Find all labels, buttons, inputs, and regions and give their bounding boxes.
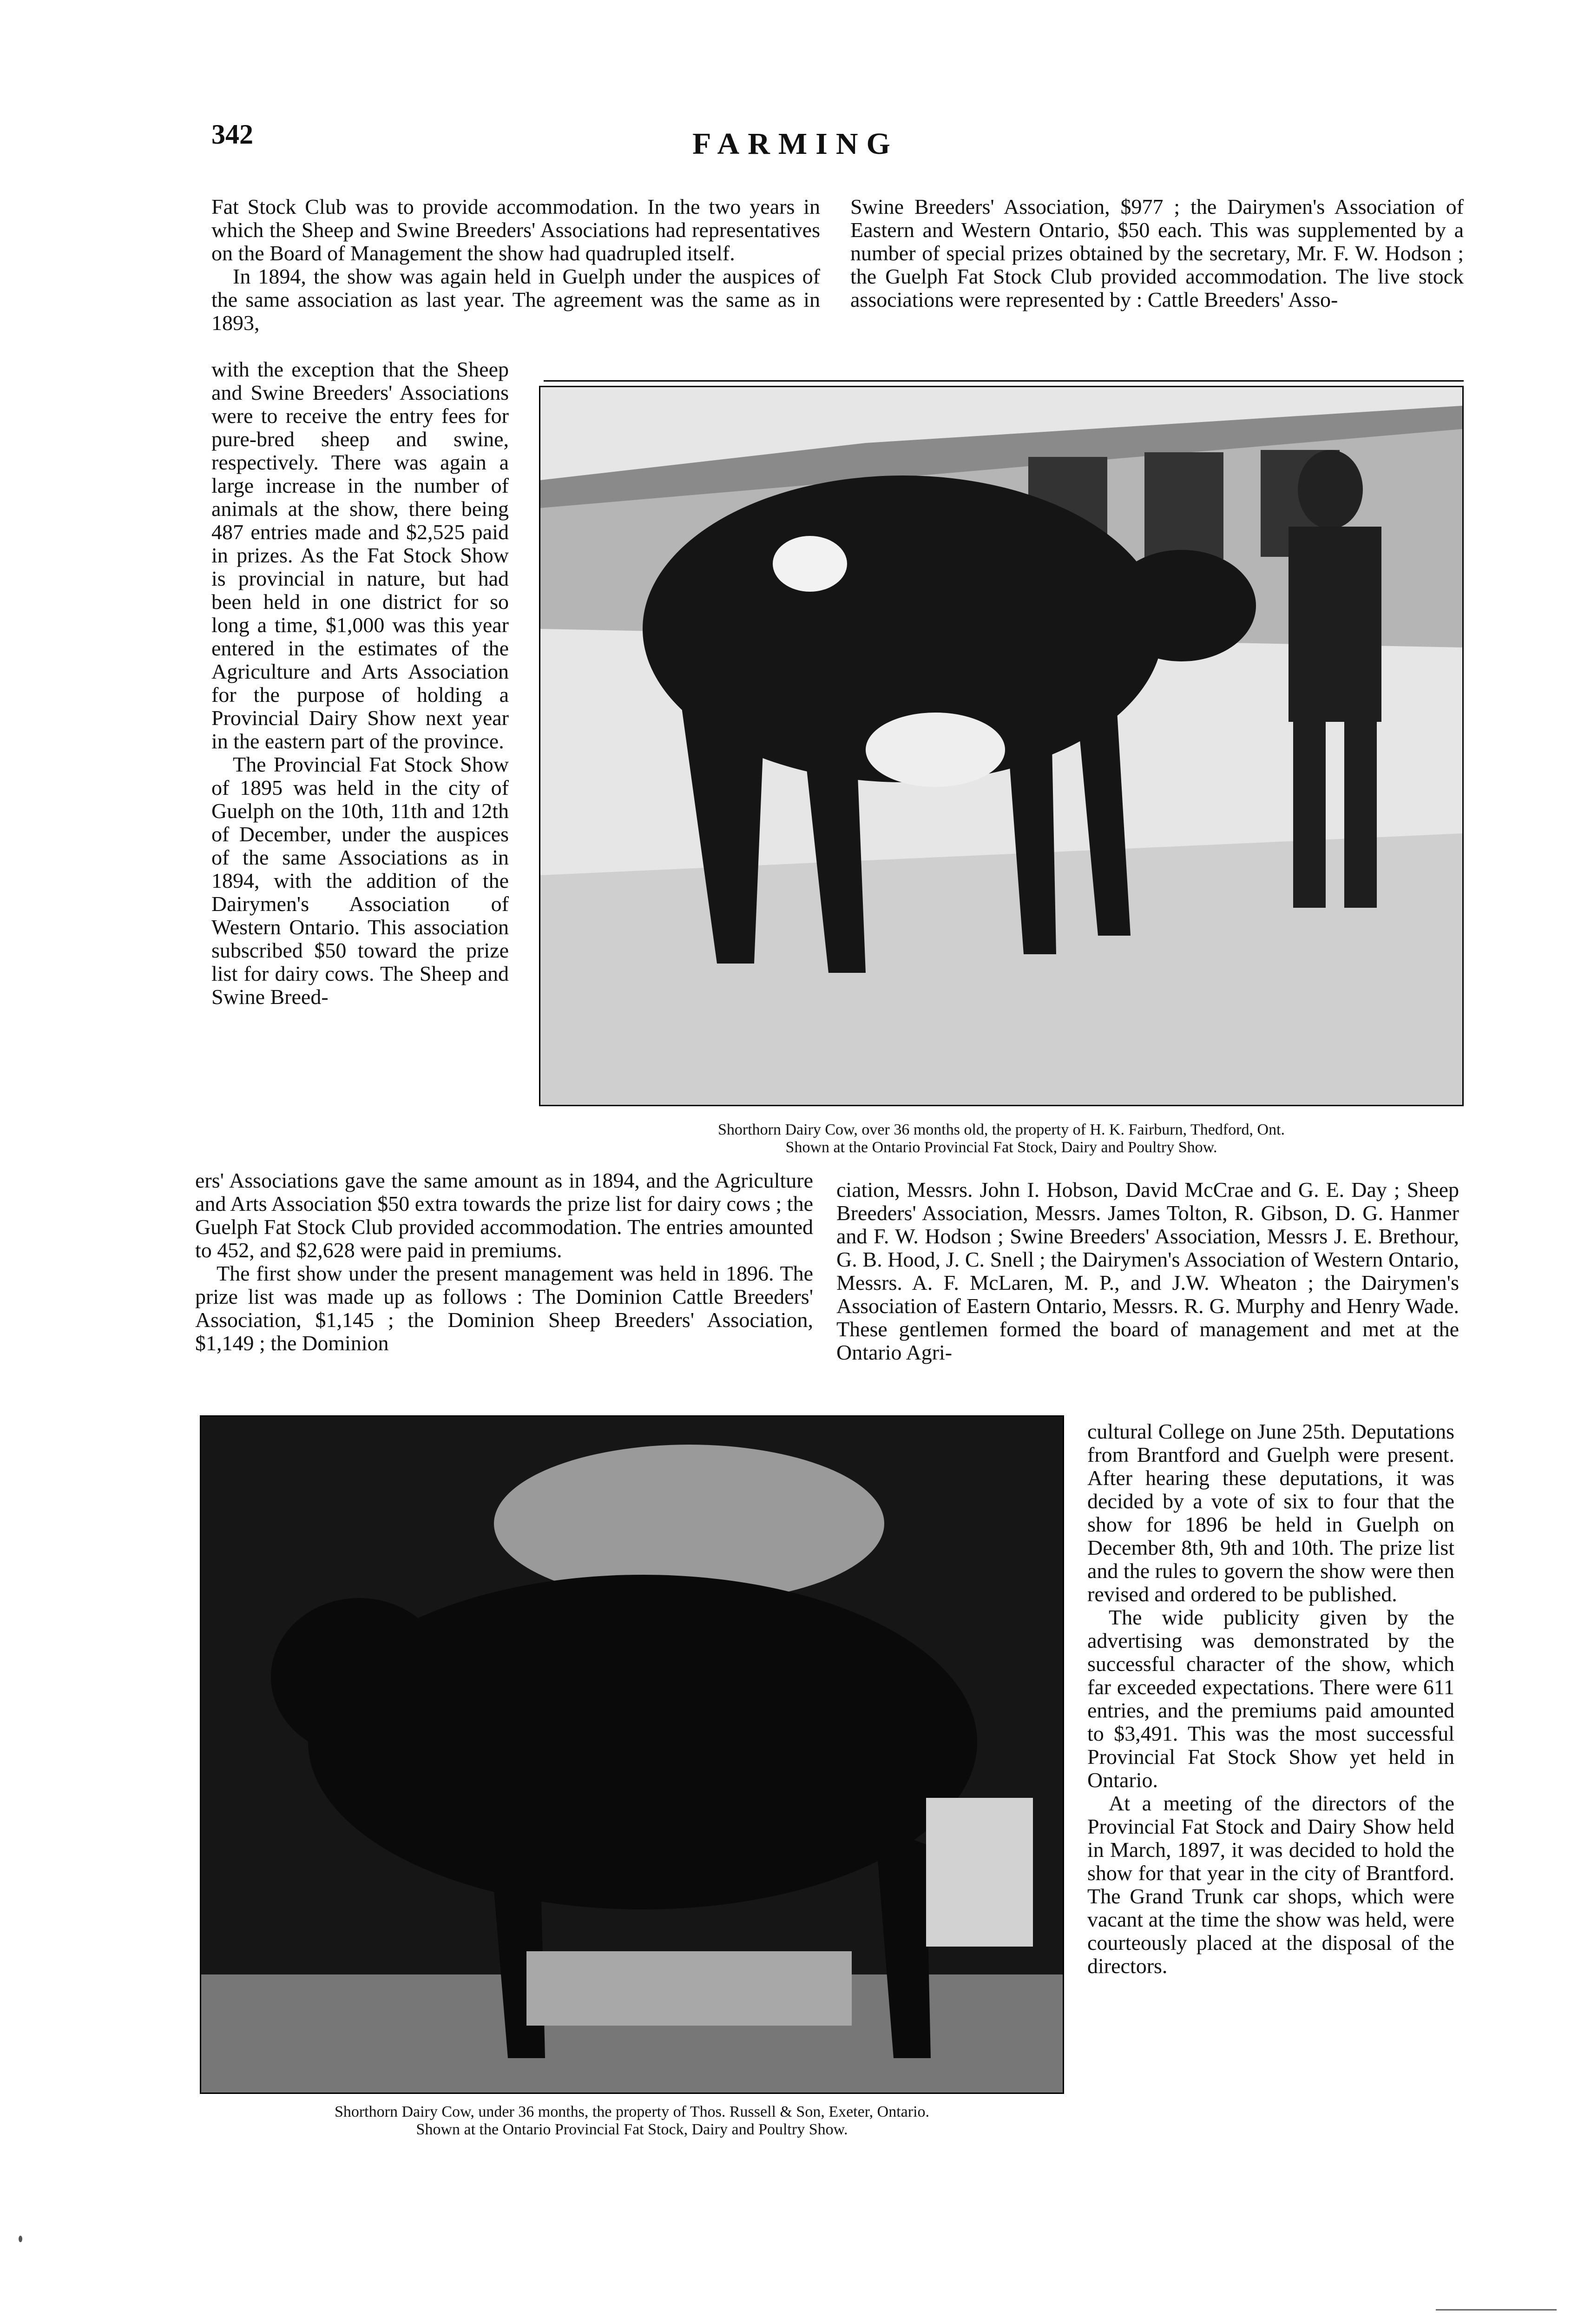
caption-line: Shown at the Ontario Provincial Fat Stock, Dairy and Poultry Show. (416, 2121, 848, 2138)
middle-left-column (195, 1169, 813, 1355)
figure-1-caption (539, 1121, 1464, 1156)
caption-line: Shorthorn Dairy Cow, over 36 months old, the property of H. K. Fairburn, Thedford, Ont. (717, 1121, 1285, 1138)
paragraph: ers' Associations gave the same amount as in 1894, and the Agriculture and Arts Association $50 extra towards the prize list for dairy cows ; the Guelph Fat Stock Club provided accommodation. The entries amounted to 452, and $2,628 were paid in premiums. (195, 1169, 813, 1262)
caption-line: Shown at the Ontario Provincial Fat Stock, Dairy and Poultry Show. (785, 1139, 1217, 1156)
caption-line: Shorthorn Dairy Cow, under 36 months, the property of Thos. Russell & Son, Exeter, Ontario. (334, 2103, 930, 2120)
figure-2-photo (200, 1415, 1064, 2094)
paragraph: The first show under the present management was held in 1896. The prize list was made up as follows : The Dominion Cattle Breeders' Association, $1,145 ; the Dominion Sheep Breeders' Association, $1,149 ; the Dominion (195, 1261, 813, 1355)
paragraph: Fat Stock Club was to provide accommodation. In the two years in which the Sheep and Swine Breeders' Associations had representatives on the Board of Management the show had quadrupled itself. (211, 195, 820, 265)
paragraph: In 1894, the show was again held in Guelph under the auspices of the same association as last year. The agreement was the same as in 1893, (211, 264, 820, 335)
scan-mark (1436, 2309, 1557, 2311)
top-left-column (211, 195, 820, 335)
paragraph: ciation, Messrs. John I. Hobson, David McCrae and G. E. Day ; Sheep Breeders' Association, Messrs. James Tolton, R. Gibson, D. G. Hanmer and F. W. Hodson ; Swine Breeders' Association, Messrs J. E. Brethour, G. B. Hood, J. C. Snell ; the Dairymen's Association of Western Ontario, Messrs. A. F. McLaren, M. P., and J.W. Wheaton ; the Dairymen's Association of Eastern Ontario, Messrs. R. G. Murphy and Henry Wade. These gentlemen formed the board of management and met at the Ontario Agri- (836, 1178, 1459, 1364)
paragraph: cultural College on June 25th. Deputations from Brantford and Guelph were present. After hearing these deputations, it was decided by a vote of six to four that the show for 1896 be held in Guelph on December 8th, 9th and 10th. The prize list and the rules to govern the show were then revised and ordered to be published. (1087, 1419, 1454, 1606)
running-head: FARMING (692, 127, 899, 161)
paragraph: The Provincial Fat Stock Show of 1895 was held in the city of Guelph on the 10th, 11th and 12th of December, under the auspices of the same Associations as in 1894, with the addition of the Dairymen's Association of Western Ontario. This association subscribed $50 toward the prize list for dairy cows. The Sheep and Swine Breed- (211, 753, 509, 1009)
paragraph: At a meeting of the directors of the Provincial Fat Stock and Dairy Show held in March, 1897, it was decided to hold the show for that year in the city of Brantford. The Grand Trunk car shops, which were vacant at the time the show was held, were courteously placed at the disposal of the directors. (1087, 1791, 1454, 1978)
page-number: 342 (211, 119, 253, 150)
narrow-left-column (211, 358, 509, 1009)
figure-rule (544, 380, 1464, 382)
figure-2-caption (181, 2103, 1083, 2139)
middle-right-column (836, 1178, 1459, 1364)
scan-speck (19, 2236, 22, 2242)
bottom-right-column (1087, 1420, 1454, 1978)
paragraph: with the exception that the Sheep and Swine Breeders' Associations were to receive the entry fees for pure-bred sheep and swine, respectively. There was again a large increase in the number of animals at the show, there being 487 entries made and $2,525 paid in prizes. As the Fat Stock Show is provincial in nature, but had been held in one district for so long a time, $1,000 was this year entered in the estimates of the Agriculture and Arts Association for the purpose of holding a Provincial Dairy Show next year in the eastern part of the province. (211, 357, 509, 753)
paragraph: Swine Breeders' Association, $977 ; the Dairymen's Association of Eastern and Western Ontario, $50 each. This was supplemented by a number of special prizes obtained by the secretary, Mr. F. W. Hodson ; the Guelph Fat Stock Club provided accommodation. The live stock associations were represented by : Cattle Breeders' Asso- (850, 195, 1464, 311)
cow-photo-illustration (540, 387, 1462, 1105)
cow-photo-illustration (201, 1417, 1063, 2093)
top-right-column (850, 195, 1464, 311)
figure-1-photo (539, 386, 1464, 1106)
paragraph: The wide publicity given by the advertising was demonstrated by the successful character of the show, which far exceeded expectations. There were 611 entries, and the premiums paid amounted to $3,491. This was the most successful Provincial Fat Stock Show yet held in Ontario. (1087, 1605, 1454, 1792)
